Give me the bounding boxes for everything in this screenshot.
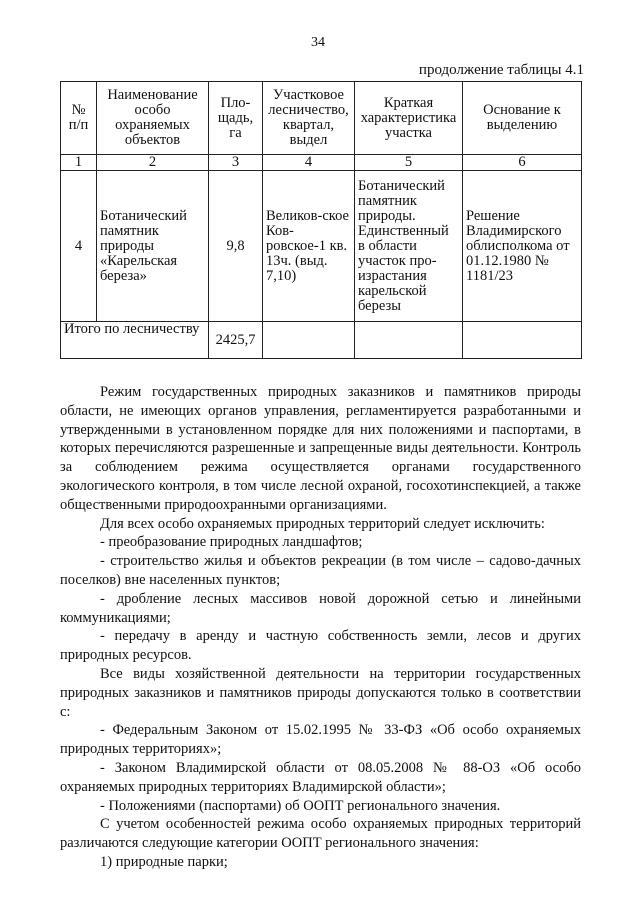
column-number: 5	[355, 155, 463, 171]
column-number: 4	[263, 155, 355, 171]
column-numbers-row	[61, 155, 582, 171]
basis-cell: Решение Владимирского облисполкома от 01.12.1980 № 1181/23	[463, 171, 582, 322]
paragraph: Режим государственных природных заказников и памятников природы области, не имеющих органов управления, регламентируется разработанными и утвержденными в установленном порядке для них положениями и паспортами, в которых перечисляются разрешенные и запрещенные виды деятельности. Контроль за соблюдением режима осуществляется органами государственного экологического контроля, в том числе лесной охраной, госохотинспекцией, а также общественными природоохранными организациями.	[60, 384, 581, 513]
total-value: 2425,7	[209, 322, 263, 359]
area-value: 9,8	[209, 171, 263, 322]
list-item: - дробление лесных массивов новой дорожной сетью и линейными коммуникациями;	[60, 590, 581, 626]
empty-cell	[355, 322, 463, 359]
body-text	[60, 383, 581, 872]
list-item: - Федеральным Законом от 15.02.1995 № 33-ФЗ «Об особо охраняемых природных территориях»;	[60, 722, 581, 758]
paragraph: Все виды хозяйственной деятельности на территории государственных природных заказников и памятников природы допускаются только в соответствии с:	[60, 665, 581, 720]
column-number: 1	[61, 155, 97, 171]
header-area: Пло-щадь, га	[209, 82, 263, 155]
header-description: Краткая характеристика участка	[355, 82, 463, 155]
table-row	[61, 171, 582, 322]
header-basis: Основание к выделению	[463, 82, 582, 155]
column-number: 3	[209, 155, 263, 171]
object-name: Ботанический памятник природы «Карельская береза»	[97, 171, 209, 322]
row-number: 4	[61, 171, 97, 322]
paragraph: С учетом особенностей режима особо охраняемых природных территорий различаются следующие категории ООПТ регионального значения:	[60, 816, 581, 852]
list-item: - преобразование природных ландшафтов;	[100, 534, 363, 551]
column-number: 2	[97, 155, 209, 171]
list-item: - Законом Владимирской области от 08.05.2008 № 88-ОЗ «Об особо охраняемых природных территориях Владимирской области»;	[60, 759, 581, 795]
page-number: 34	[311, 35, 325, 50]
header-number: № п/п	[61, 82, 97, 155]
paragraph: Для всех особо охраняемых природных территорий следует исключить:	[100, 515, 545, 532]
header-location: Участковое лесничество, квартал, выдел	[263, 82, 355, 155]
header-name: Наименование особо охраняемых объектов	[97, 82, 209, 155]
list-item: 1) природные парки;	[100, 853, 228, 870]
list-item: - Положениями (паспортами) об ООПТ регионального значения.	[100, 797, 501, 814]
description-cell: Ботанический памятник природы. Единственный в области участок про-израстания карельской березы	[355, 171, 463, 322]
table-header-row	[61, 82, 582, 155]
table-continuation-label: продолжение таблицы 4.1	[418, 62, 584, 78]
protected-areas-table	[60, 81, 582, 359]
list-item: - передачу в аренду и частную собственность земли, лесов и других природных ресурсов.	[60, 628, 581, 664]
location-cell: Великов-ское Ков-ровское-1 кв. 13ч. (выд. 7,10)	[263, 171, 355, 322]
total-row	[61, 322, 582, 359]
column-number: 6	[463, 155, 582, 171]
empty-cell	[463, 322, 582, 359]
total-label: Итого по лесничеству	[61, 322, 209, 359]
list-item: - строительство жилья и объектов рекреации (в том числе – садово-дачных поселков) вне населенных пунктов;	[60, 553, 581, 588]
empty-cell	[263, 322, 355, 359]
